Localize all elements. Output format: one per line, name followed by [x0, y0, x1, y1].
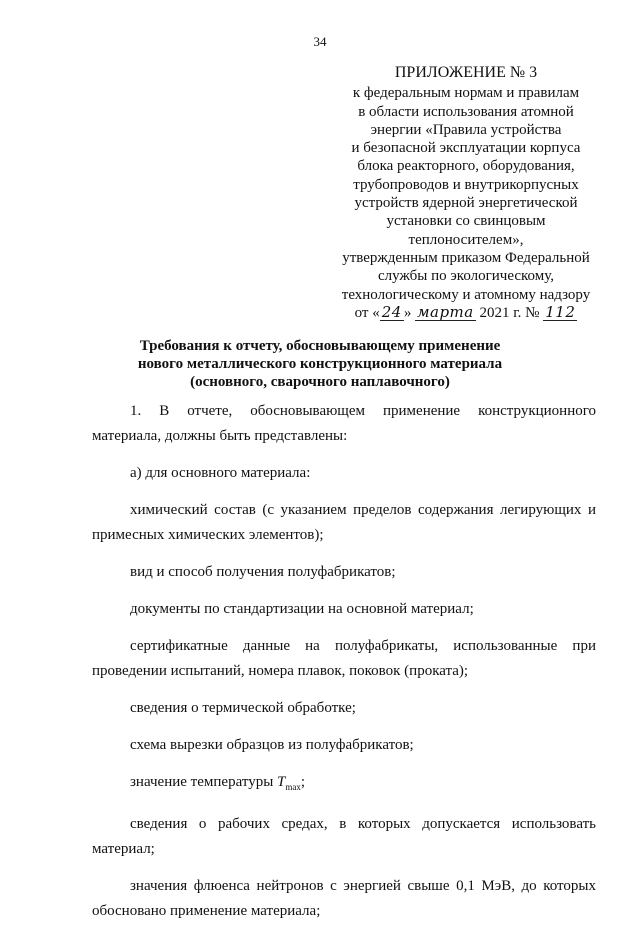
appendix-line: трубопроводов и внутрикорпусных: [353, 176, 579, 193]
appendix-line: к федеральным нормам и правилам: [352, 85, 580, 102]
temperature-subscript: max: [285, 782, 301, 792]
temperature-symbol: T: [277, 774, 286, 790]
paragraph: а) для основного материала:: [130, 465, 311, 481]
handwritten-day: 24: [381, 302, 402, 321]
appendix-line: установки со свинцовым: [386, 213, 546, 230]
appendix-block: [330, 64, 602, 322]
appendix-line: технологическому и атомному надзору: [341, 286, 591, 303]
page-number: 34: [313, 34, 327, 49]
appendix-line: теплоносителем»,: [408, 231, 524, 248]
appendix-line: энергии «Правила устройства: [370, 121, 562, 138]
paragraph: схема вырезки образцов из полуфабрикатов;: [130, 737, 414, 753]
year-text: 2021 г. №: [479, 304, 540, 321]
heading-line: Требования к отчету, обосновывающему применение: [139, 338, 501, 354]
paragraph: документы по стандартизации на основной материал;: [130, 601, 474, 617]
body-text: [92, 399, 596, 936]
paragraph: значения флюенса нейтронов с энергией свыше 0,1 МэВ, до которых обосновано применение материала;: [92, 878, 596, 919]
paragraph: 1. В отчете, обосновывающем применение конструкционного материала, должны быть представлены:: [92, 403, 596, 444]
appendix-line: устройств ядерной энергетической: [354, 195, 578, 212]
appendix-line: в области использования атомной: [358, 103, 574, 120]
handwritten-month: марта: [417, 302, 474, 321]
date-prefix: от «: [354, 304, 380, 321]
heading-line: (основного, сварочного наплавочного): [190, 374, 450, 390]
handwritten-order-number: 112: [545, 302, 576, 321]
paragraph: вид и способ получения полуфабрикатов;: [130, 564, 396, 580]
appendix-title: ПРИЛОЖЕНИЕ № 3: [394, 64, 538, 81]
paragraph: сертификатные данные на полуфабрикаты, использованные при проведении испытаний, номера плавок, поковок (проката);: [92, 638, 596, 679]
temperature-label: значение температуры: [130, 774, 278, 790]
heading-line: нового металлического конструкционного материала: [137, 356, 503, 372]
appendix-date-line: [330, 304, 602, 322]
appendix-line: и безопасной эксплуатации корпуса: [351, 140, 581, 157]
document-heading: [0, 337, 640, 391]
appendix-line: блока реакторного, оборудования,: [357, 158, 575, 175]
paragraph-temperature: [92, 770, 596, 800]
appendix-line: утвержденным приказом Федеральной: [342, 249, 590, 266]
paragraph: химический состав (с указанием пределов содержания легирующих и примесных химических элементов);: [92, 502, 596, 543]
appendix-line: службы по экологическому,: [378, 268, 554, 285]
day-suffix: »: [403, 304, 412, 321]
paragraph: сведения о термической обработке;: [130, 700, 356, 716]
temperature-suffix: ;: [300, 774, 306, 790]
paragraph: сведения о рабочих средах, в которых допускается использовать материал;: [92, 816, 596, 857]
